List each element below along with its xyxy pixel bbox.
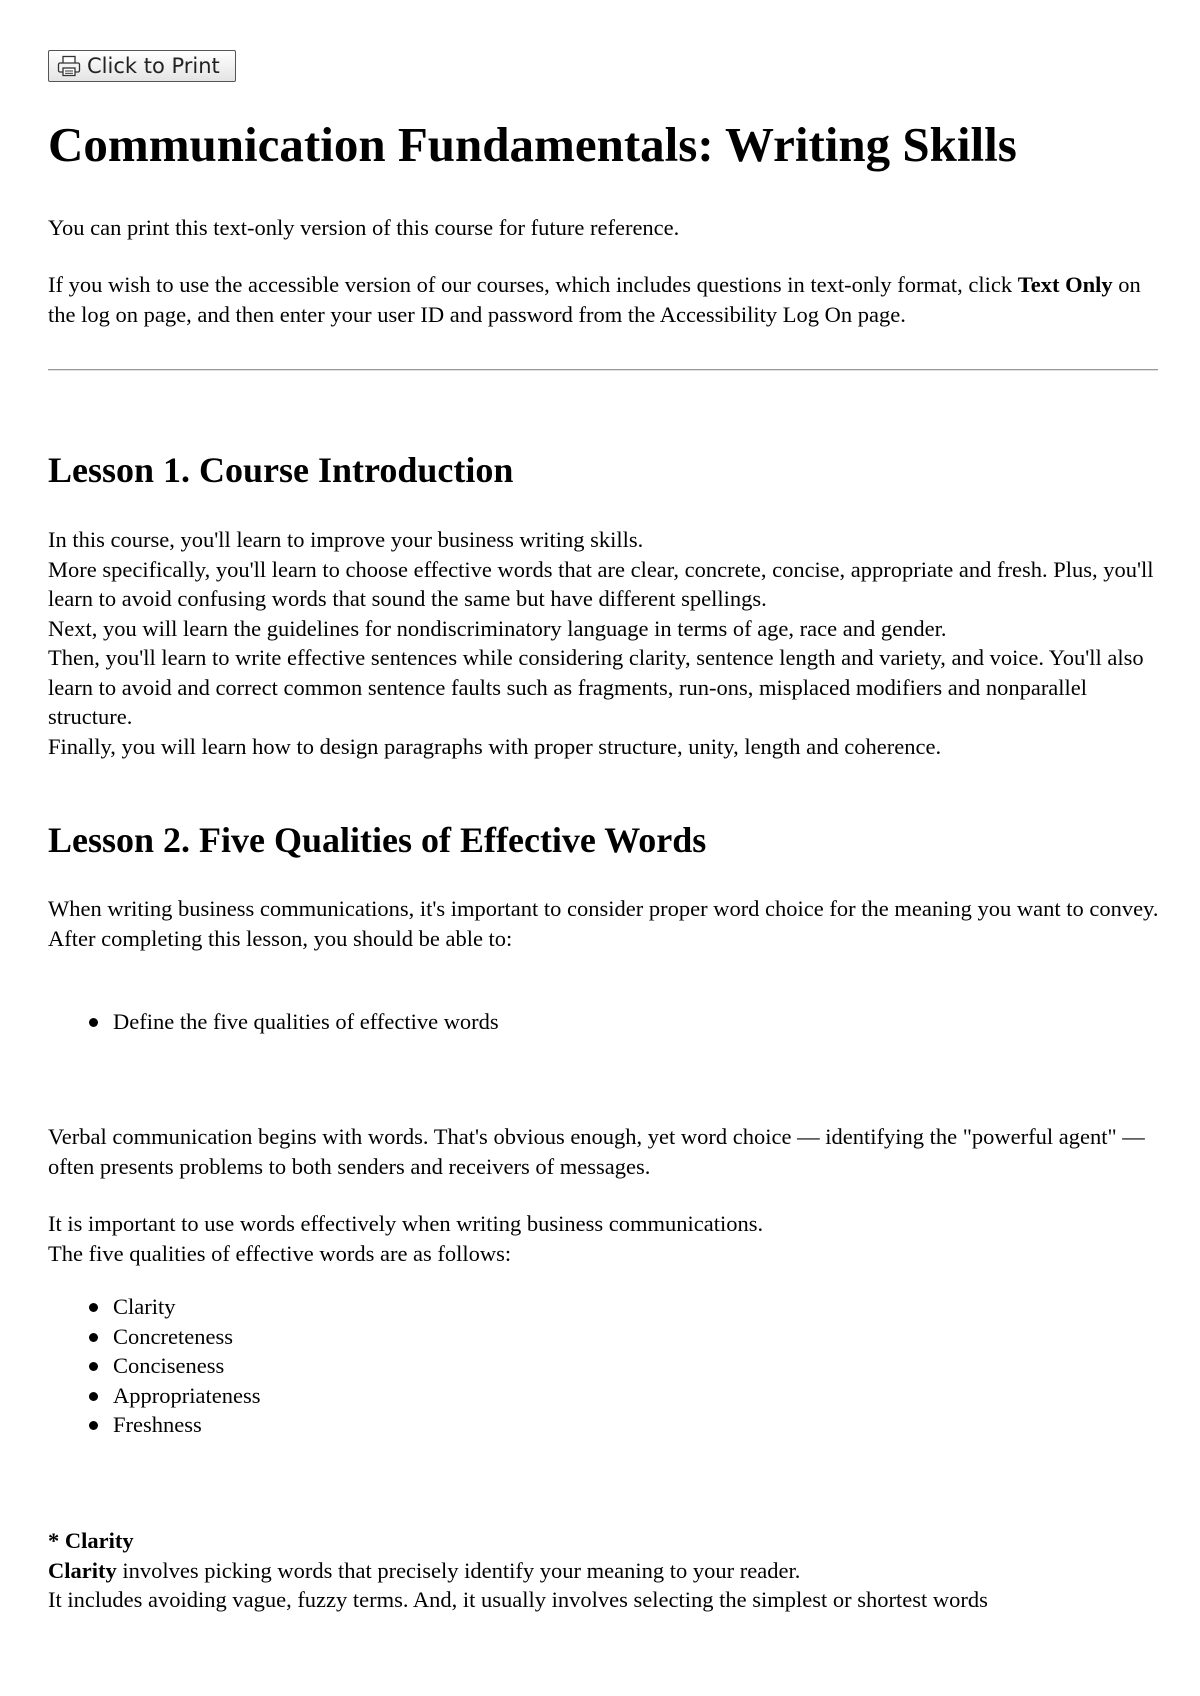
clarity-definition [48, 1556, 1168, 1586]
lesson1-line: Next, you will learn the guidelines for nondiscriminatory language in terms of age, race and gender. [48, 615, 947, 641]
bullet-icon [89, 1362, 98, 1371]
qualities-intro [48, 1209, 1168, 1268]
print-button[interactable] [48, 50, 236, 82]
list-item-text: Appropriateness [113, 1382, 261, 1408]
qualities-list [48, 1292, 1168, 1440]
list-item-text: Clarity [113, 1294, 176, 1319]
clarity-detail: It includes avoiding vague, fuzzy terms. And, it usually involves selecting the simplest or shortest words [48, 1587, 988, 1612]
bullet-icon [89, 1392, 98, 1401]
bullet-icon [89, 1303, 98, 1312]
list-item [48, 1410, 1168, 1440]
list-item [48, 1381, 1168, 1411]
list-item [48, 1292, 1168, 1322]
lesson1-line: More specifically, you'll learn to choose effective words that are clear, concrete, concise, appropriate and fresh. Plus, you'll learn to avoid confusing words that sound the same but have different spellings. [48, 556, 1154, 611]
verbal-communication-paragraph: Verbal communication begins with words. That's obvious enough, yet word choice — identifying the "powerful agent" — often presents problems to both senders and receivers of messages. [48, 1124, 1145, 1179]
list-item-text: Conciseness [113, 1353, 225, 1378]
lesson1-line: Then, you'll learn to write effective sentences while considering clarity, sentence length and variety, and voice. You'll also learn to avoid and correct common sentence faults such as fragments, run-ons, misplaced modifiers and nonparallel structure. [48, 645, 1144, 729]
objectives-list [48, 1007, 1168, 1037]
bullet-icon [89, 1333, 98, 1342]
lesson2-intro [48, 894, 1168, 953]
qualities-intro-line: The five qualities of effective words are as follows: [48, 1240, 512, 1266]
lesson2-objectives-lead: After completing this lesson, you should be able to: [48, 925, 513, 951]
clarity-heading [48, 1526, 1168, 1556]
list-item-text: Freshness [113, 1412, 202, 1437]
intro-accessibility-note [48, 270, 1168, 329]
horizontal-divider [48, 369, 1158, 371]
lesson1-body [48, 525, 1168, 761]
printer-icon [57, 55, 81, 77]
clarity-heading-text: * Clarity [48, 1528, 134, 1553]
list-item-text: Concreteness [113, 1323, 233, 1349]
lesson1-line: In this course, you'll learn to improve your business writing skills. [48, 527, 644, 552]
list-item [48, 1007, 1168, 1037]
bullet-icon [89, 1018, 98, 1027]
lesson2-intro-text: When writing business communications, it's important to consider proper word choice for the meaning you want to convey. [48, 896, 1159, 921]
bullet-icon [89, 1421, 98, 1430]
clarity-definition-text: involves picking words that precisely identify your meaning to your reader. [116, 1557, 801, 1583]
list-item [48, 1322, 1168, 1352]
intro-text-before: If you wish to use the accessible version of our courses, which includes questions in text-only format, click [48, 272, 1018, 297]
page-title: Communication Fundamentals: Writing Skills [48, 117, 1017, 172]
lesson2-heading: Lesson 2. Five Qualities of Effective Words [48, 820, 707, 860]
clarity-term: Clarity [48, 1557, 117, 1583]
intro-print-note: You can print this text-only version of this course for future reference. [48, 215, 680, 240]
list-item-text: Define the five qualities of effective words [113, 1009, 499, 1034]
qualities-intro-line: It is important to use words effectively when writing business communications. [48, 1211, 764, 1236]
text-only-emphasis: Text Only [1017, 272, 1113, 297]
list-item [48, 1351, 1168, 1381]
lesson1-line: Finally, you will learn how to design paragraphs with proper structure, unity, length and coherence. [48, 733, 942, 759]
clarity-section [48, 1526, 1168, 1615]
print-button-label: Click to Print [87, 54, 220, 78]
intro-text-after: on the log on page, and then enter your user ID and password from the Accessibility Log On page. [48, 272, 1141, 327]
lesson1-heading: Lesson 1. Course Introduction [48, 450, 514, 490]
